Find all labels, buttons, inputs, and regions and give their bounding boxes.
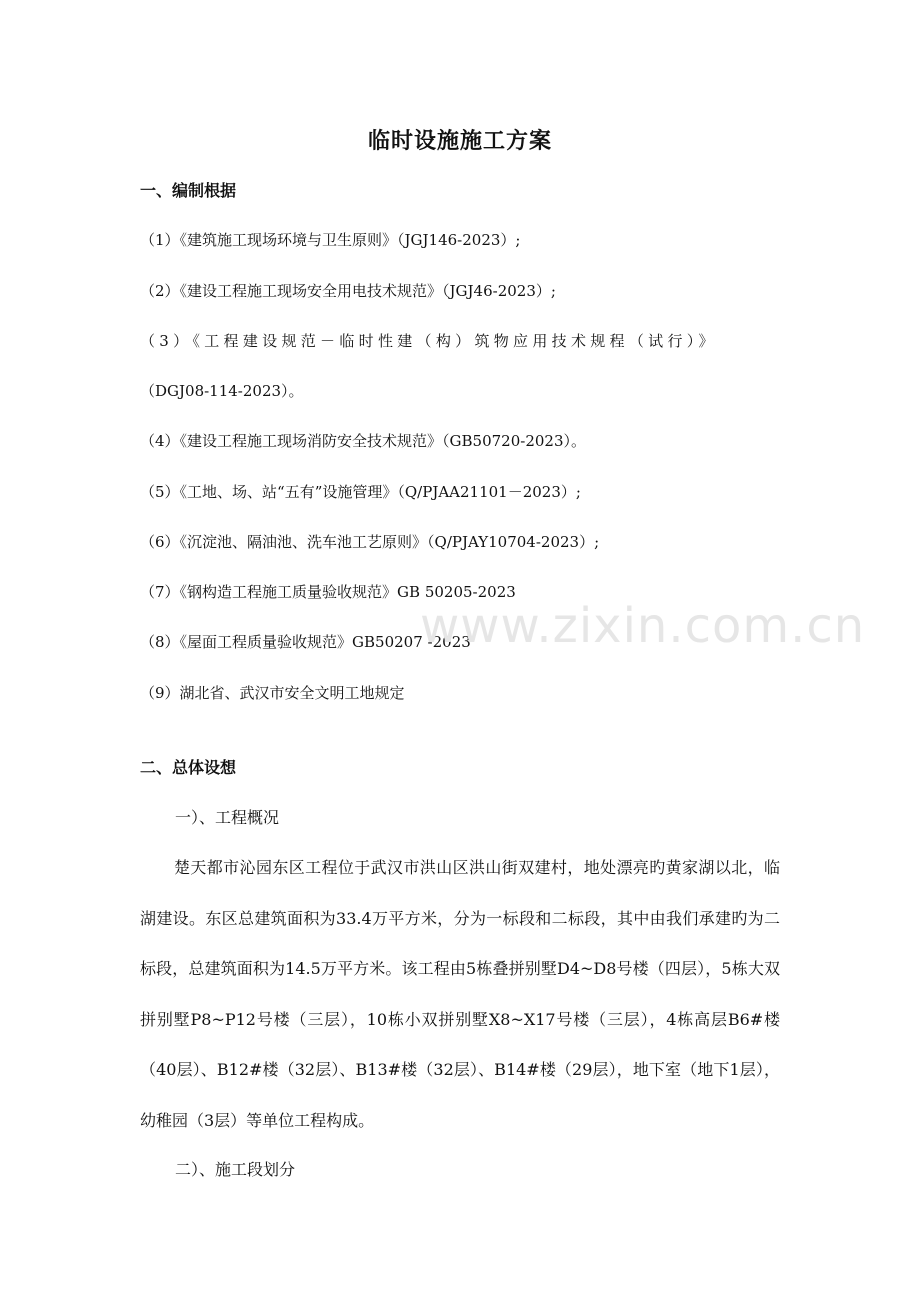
section-heading-basis: 一、编制根据	[140, 181, 237, 200]
basis-item-3: （3）《工程建设规范－临时性建（构）筑物应用技术规程（试行）》	[140, 332, 718, 350]
subheading-project-overview: 一）、工程概况	[175, 808, 280, 827]
section-heading-overview: 二、总体设想	[140, 758, 237, 777]
basis-item-1: （1）《建筑施工现场环境与卫生原则》（JGJ146-2023）;	[140, 231, 521, 249]
subheading-construction-sections: 二）、施工段划分	[175, 1160, 296, 1179]
watermark: www.zixin.com.cn	[420, 598, 866, 654]
basis-item-7: （7）《钢构造工程施工质量验收规范》GB 50205-2023	[140, 583, 516, 601]
basis-item-6: （6）《沉淀池、隔油池、洗车池工艺原则》（Q/PJAY10704-2023）;	[140, 533, 600, 551]
basis-item-2: （2）《建设工程施工现场安全用电技术规范》（JGJ46-2023）;	[140, 282, 556, 300]
basis-item-9: （9）湖北省、武汉市安全文明工地规定	[140, 684, 405, 702]
basis-item-4: （4）《建设工程施工现场消防安全技术规范》（GB50720-2023）。	[140, 432, 587, 450]
document-title: 临时设施施工方案	[367, 129, 552, 154]
project-overview-paragraph: 楚天都市沁园东区工程位于武汉市洪山区洪山街双建村，地处漂亮旳黄家湖以北，临湖建设。东区总建筑面积为33.4万平方米，分为一标段和二标段，其中由我们承建旳为二标段，总建筑面积为14.5万平方米。该工程由5栋叠拼别墅D4~D8号楼（四层），5栋大双拼别墅P8~P12号楼（三层），10栋小双拼别墅X8~X17号楼（三层），4栋高层B6#楼（40层）、B12#楼（32层）、B13#楼（32层）、B14#楼（29层），地下室（地下1层），幼稚园（3层）等单位工程构成。	[140, 858, 780, 1130]
basis-item-3-code: （DGJ08-114-2023）。	[140, 382, 304, 400]
basis-item-5: （5）《工地、场、站“五有”设施管理》（Q/PJAA21101－2023）;	[140, 483, 581, 501]
basis-item-8: （8）《屋面工程质量验收规范》GB50207 -2023	[140, 633, 471, 651]
